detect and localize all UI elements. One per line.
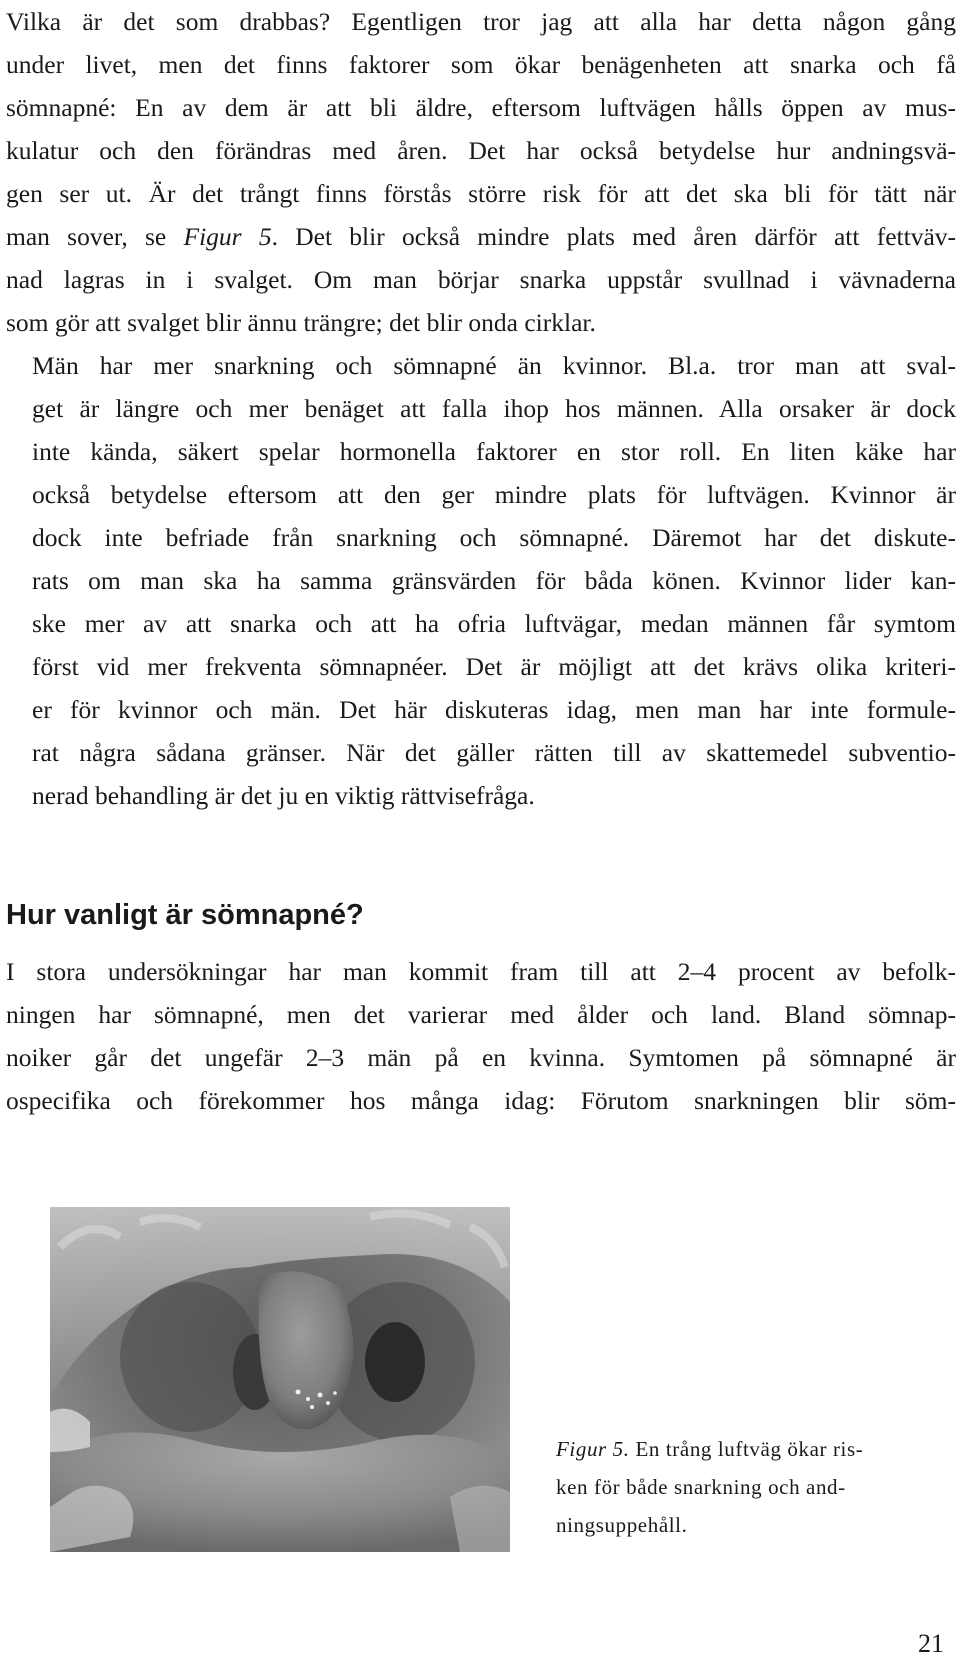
throat-photo [50,1207,510,1552]
text-line: sömnapné: En av dem är att bli äldre, eftersom luftvägen hålls öppen av mus- [6,93,956,122]
caption-text: ken för både snarkning och and- [556,1475,846,1499]
paragraph-1 [6,0,956,344]
text-line: er för kvinnor och män. Det här diskuteras idag, men man har inte formule- [32,695,956,724]
text-fragment: man sover, se [6,222,184,251]
text-line: Vilka är det som drabbas? Egentligen tror jag att alla har detta någon gång [6,7,956,36]
text-line: som gör att svalget blir ännu trängre; det blir onda cirklar. [6,308,596,337]
text-line: nad lagras in i svalget. Om man börjar snarka uppstår svullnad i vävnaderna [6,265,956,294]
text-line: get är längre och mer benäget att falla ihop hos männen. Alla orsaker är dock [32,394,956,423]
text-line: nerad behandling är det ju en viktig rättvisefråga. [32,781,535,810]
text-line: dock inte befriade från snarkning och sömnapné. Däremot har det diskute- [32,523,956,552]
paragraph-3 [6,950,956,1122]
text-line: ningen har sömnapné, men det varierar med ålder och land. Bland sömnap- [6,1000,956,1029]
text-line: kulatur och den förändras med åren. Det har också betydelse hur andningsvä- [6,136,956,165]
text-line: rats om man ska ha samma gränsvärden för båda könen. Kvinnor lider kan- [32,566,956,595]
figure-reference: Figur 5 [183,222,272,251]
text-line: I stora undersökningar har man kommit fram till att 2–4 procent av befolk- [6,957,956,986]
text-line: under livet, men det finns faktorer som ökar benägenheten att snarka och få [6,50,956,79]
page-number: 21 [918,1629,944,1658]
figure-label: Figur 5. [556,1437,630,1461]
text-line: också betydelse eftersom att den ger mindre plats för luftvägen. Kvinnor är [32,480,956,509]
text-line: rat några sådana gränser. När det gäller rätten till av skattemedel subventio- [32,738,956,767]
text-fragment: . Det blir också mindre plats med åren därför att fettväv- [271,222,957,251]
caption-text: En trång luftväg ökar ris- [629,1437,864,1461]
text-line: ospecifika och förekommer hos många idag: Förutom snarkningen blir söm- [6,1086,956,1115]
text-line: noiker går det ungefär 2–3 män på en kvinna. Symtomen på sömnapné är [6,1043,956,1072]
caption-text: ningsuppehåll. [556,1513,688,1537]
paragraph-2 [6,344,956,817]
text-line: först vid mer frekventa sömnapnéer. Det är möjligt att det krävs olika kriteri- [32,652,956,681]
text-line-with-figure-ref [6,215,956,258]
text-line: inte kända, säkert spelar hormonella faktorer en stor roll. En liten käke har [32,437,956,466]
figure-caption [556,1430,911,1544]
text-line: ske mer av att snarka och att ha ofria luftvägar, medan männen får symtom [32,609,956,638]
text-line: Män har mer snarkning och sömnapné än kvinnor. Bl.a. tror man att sval- [32,351,956,380]
section-heading: Hur vanligt är sömnapné? [6,899,364,931]
text-line: gen ser ut. Är det trångt finns förstås större risk för att det ska bli för tätt när [6,179,956,208]
